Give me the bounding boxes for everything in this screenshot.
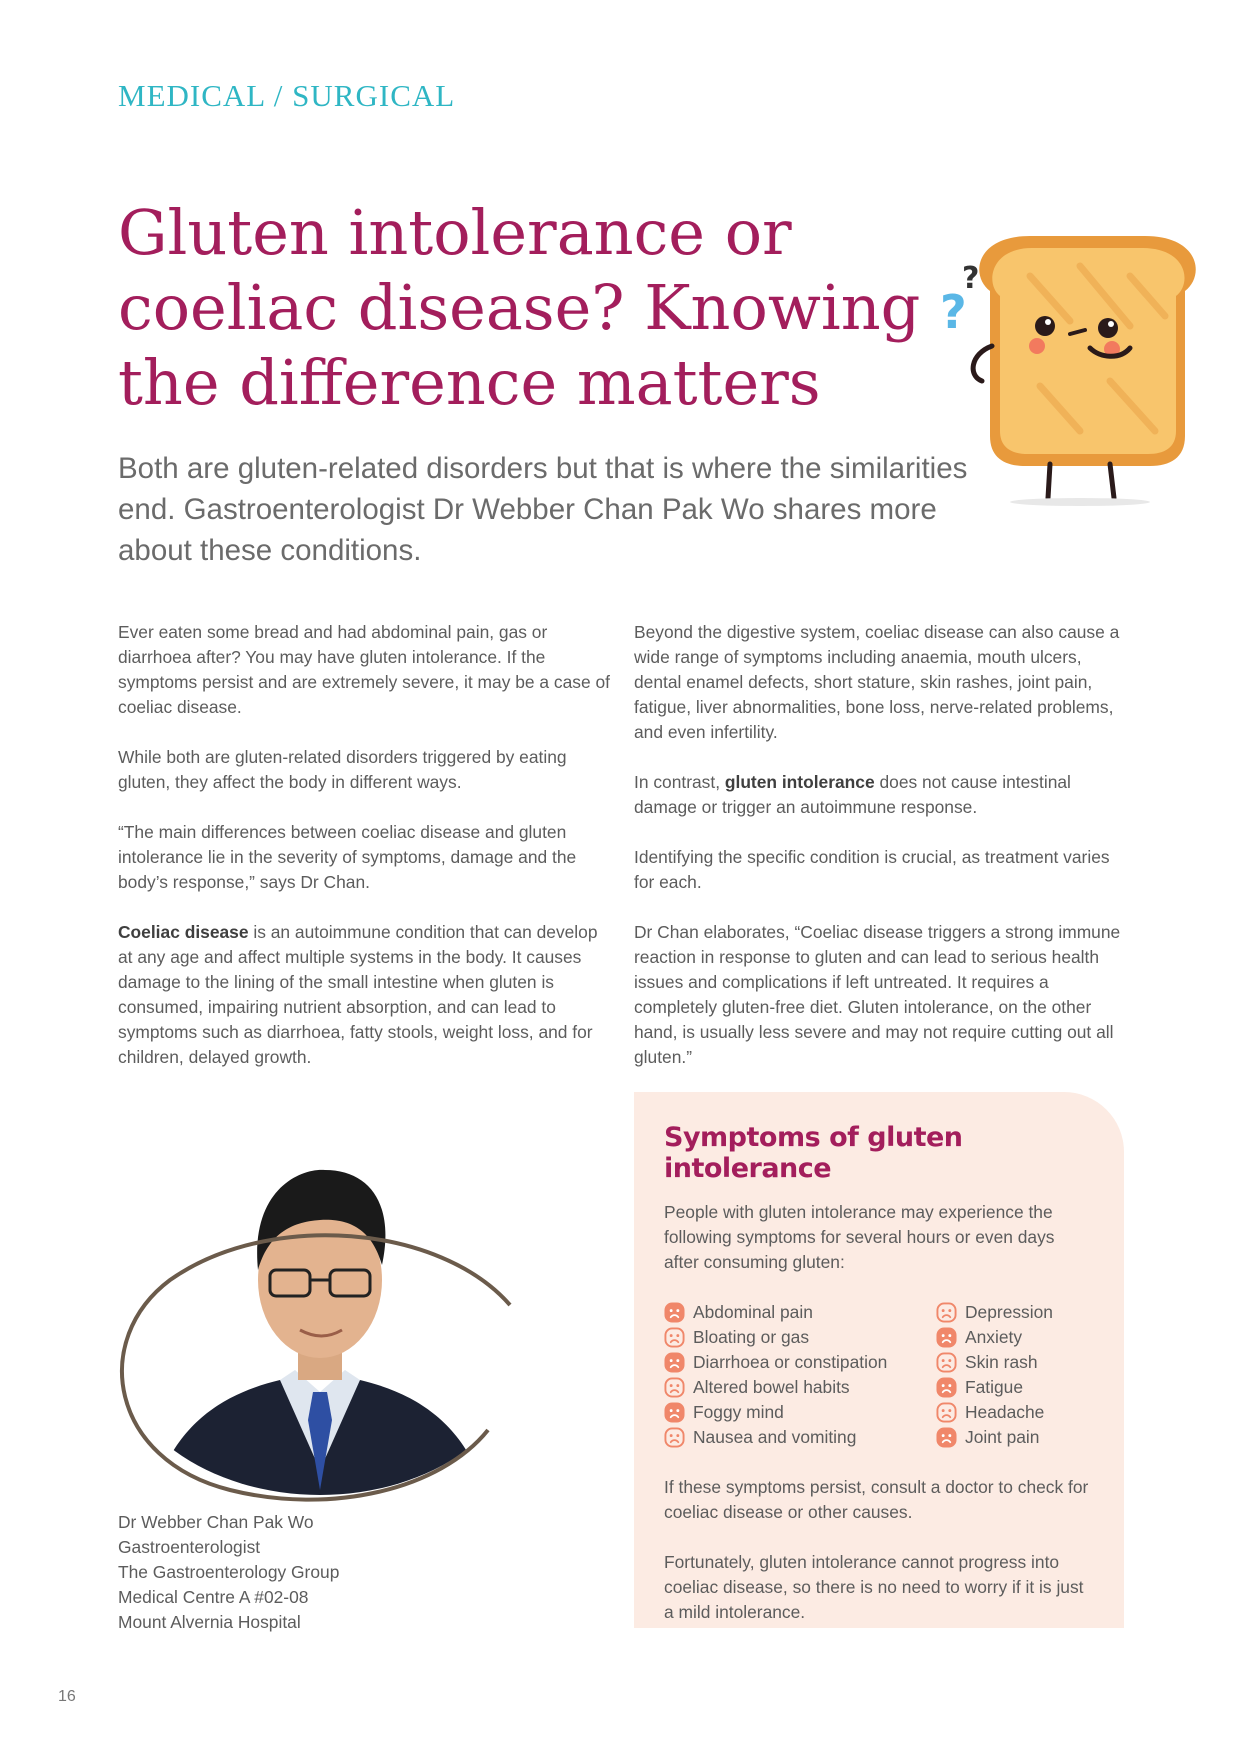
sad-face-icon [936,1302,957,1323]
sad-face-icon [936,1352,957,1373]
paragraph-text: In contrast, [634,772,725,792]
symptom-item [664,1375,936,1400]
article-headline [118,195,938,420]
symptom-label: Skin rash [965,1352,1038,1372]
symptom-item [936,1425,1053,1450]
article-column-right [634,620,1124,1095]
paragraph: While both are gluten-related disorders triggered by eating gluten, they affect the body in different ways. [118,747,567,792]
bold-term: gluten intolerance [724,772,875,792]
sad-face-icon [664,1302,685,1323]
doctor-portrait-photo [110,1130,550,1510]
paragraph-text: is an autoimmune condition that can develop at any age and affect multiple systems in the body. It causes damage to the lining of the small intestine when gluten is consumed, impairing nutrient absorption, and can lead to symptoms such as diarrhoea, fatty stools, weight loss, and for children, delayed growth. [118,922,598,1067]
symptom-item [664,1400,936,1425]
doctor-clinic: Medical Centre A #02-08 [118,1587,309,1607]
symptom-label: Altered bowel habits [693,1377,850,1397]
paragraph: Dr Chan elaborates, “Coeliac disease triggers a strong immune reaction in response to gluten and can lead to serious health issues and complications if left untreated. It requires a completely gluten-free diet. Gluten intolerance, on the other hand, is usually less severe and may not require cutting out all gluten.” [634,922,1121,1067]
section-label: MEDICAL / SURGICAL [118,78,456,113]
symptom-label: Abdominal pain [693,1302,813,1322]
symptom-item [664,1325,936,1350]
symptoms-column-1 [664,1300,936,1450]
symptom-label: Foggy mind [693,1402,784,1422]
page-number: 16 [58,1688,76,1705]
paragraph: “The main differences between coeliac disease and gluten intolerance lie in the severity of symptoms, damage and the body’s response,” says Dr Chan. [118,822,577,892]
symptom-item [664,1300,936,1325]
svg-text:?: ? [962,261,980,296]
sidebar-paragraph: Fortunately, gluten intolerance cannot progress into coeliac disease, so there is no need to worry if it is just a mild intolerance. [664,1552,1084,1622]
sad-face-icon [664,1427,685,1448]
paragraph [118,920,613,1070]
svg-text:?: ? [940,285,967,339]
symptom-label: Diarrhoea or constipation [693,1352,888,1372]
symptom-item [936,1375,1053,1400]
symptom-label: Anxiety [965,1327,1023,1347]
sad-face-icon [936,1377,957,1398]
sad-face-icon [936,1327,957,1348]
doctor-group: The Gastroenterology Group [118,1562,340,1582]
symptom-item [936,1400,1053,1425]
sidebar-paragraph: If these symptoms persist, consult a doctor to check for coeliac disease or other causes. [664,1477,1089,1522]
paragraph-text: does not cause intestinal damage or trigger an autoimmune response. [634,772,1071,817]
article-column-left [118,620,613,1095]
doctor-name: Dr Webber Chan Pak Wo [118,1512,314,1532]
headline-line-2: coeliac disease? Knowing [118,271,921,344]
sad-face-icon [664,1377,685,1398]
sad-face-icon [936,1402,957,1423]
paragraph: Identifying the specific condition is crucial, as treatment varies for each. [634,847,1110,892]
symptom-label: Bloating or gas [693,1327,810,1347]
sidebar-intro: People with gluten intolerance may experience the following symptoms for several hours or even days after consuming gluten: [664,1202,1055,1272]
doctor-title: Gastroenterologist [118,1537,261,1557]
headline-line-1: Gluten intolerance or [118,196,792,269]
symptom-item [936,1325,1053,1350]
symptoms-sidebar [634,1092,1124,1628]
symptom-item [936,1350,1053,1375]
symptom-label: Headache [965,1402,1045,1422]
doctor-bio [118,1510,478,1635]
symptom-label: Joint pain [965,1427,1040,1447]
symptom-item [664,1425,936,1450]
symptom-label: Depression [965,1302,1053,1322]
symptom-label: Fatigue [965,1377,1024,1397]
headline-line-3: the difference matters [118,346,821,419]
symptoms-list [664,1300,1094,1450]
article-standfirst: Both are gluten-related disorders but that is where the similarities end. Gastroenterologist Dr Webber Chan Pak Wo shares more about these conditions. [118,452,968,567]
sad-face-icon [936,1427,957,1448]
sad-face-icon [664,1402,685,1423]
symptoms-column-2 [936,1300,1053,1450]
sad-face-icon [664,1352,685,1373]
bold-term: Coeliac disease [118,922,249,942]
paragraph [634,770,1124,820]
sad-face-icon [664,1327,685,1348]
symptom-item [664,1350,936,1375]
sidebar-title: Symptoms of gluten intolerance [664,1122,963,1184]
symptom-item [936,1300,1053,1325]
symptom-label: Nausea and vomiting [693,1427,857,1447]
paragraph: Ever eaten some bread and had abdominal pain, gas or diarrhoea after? You may have gluten intolerance. If the symptoms persist and are extremely severe, it may be a case of coeliac disease. [118,622,610,717]
paragraph: Beyond the digestive system, coeliac disease can also cause a wide range of symptoms including anaemia, mouth ulcers, dental enamel defects, short stature, skin rashes, joint pain, fatigue, liver abnormalities, bone loss, nerve-related problems, and even infertility. [634,622,1120,742]
doctor-hospital: Mount Alvernia Hospital [118,1612,301,1632]
